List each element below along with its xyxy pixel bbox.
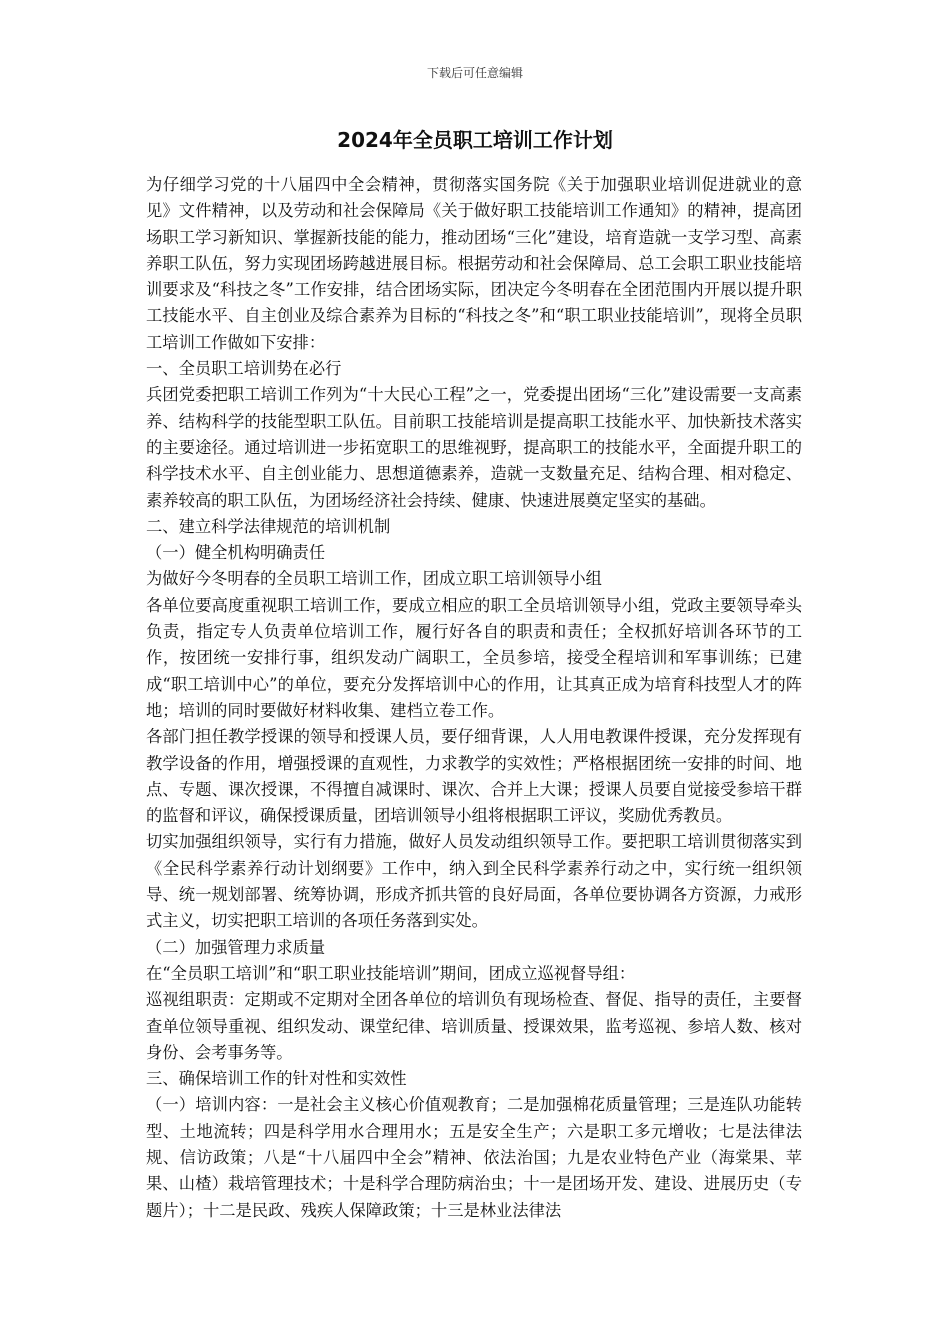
paragraph: 各单位要高度重视职工培训工作，要成立相应的职工全员培训领导小组，党政主要领导牵头负责，指定专人负责单位培训工作，履行好各自的职责和责任；全权抓好培训各环节的工作，按团统一安排行事，组织发动广阔职工，全员参培，接受全程培训和军事训练；已建成“职工培训中心”的单位，要充分发挥培训中心的作用，让其真正成为培育科技型人才的阵地；培训的同时要做好材料收集、建档立卷工作。 [146,595,802,720]
paragraph: 巡视组职责：定期或不定期对全团各单位的培训负有现场检查、督促、指导的责任，主要督查单位领导重视、组织发动、课堂纪律、培训质量、授课效果，监考巡视、参培人数、核对身份、会考事务等。 [146,990,802,1062]
paragraph: 为做好今冬明春的全员职工培训工作，团成立职工培训领导小组 [146,569,602,589]
paragraph: 切实加强组织领导，实行有力措施，做好人员发动组织领导工作。要把职工培训贯彻落实到《全民科学素养行动计划纲要》工作中，纳入到全民科学素养行动之中，实行统一组织领导、统一规划部署、统筹协调，形成齐抓共管的良好局面，各单位要协调各方资源，力戒形式主义，切实把职工培训的各项任务落到实处。 [146,832,802,931]
document-title: 2024年全员职工培训工作计划 [337,128,613,152]
section-heading-3: 三、确保培训工作的针对性和实效性 [146,1069,407,1089]
paragraph-intro: 为仔细学习党的十八届四中全会精神，贯彻落实国务院《关于加强职业培训促进就业的意见》文件精神，以及劳动和社会保障局《关于做好职工技能培训工作通知》的精神，提高团场职工学习新知识、掌握新技能的能力，推动团场“三化”建设，培育造就一支学习型、高素养职工队伍，努力实现团场跨越进展目标。根据劳动和社会保障局、总工会职工职业技能培训要求及“科技之冬”工作安排，结合团场实际，团决定今冬明春在全团范围内开展以提升职工技能水平、自主创业及综合素养为目标的“科技之冬”和“职工职业技能培训”，现将全员职工培训工作做如下安排： [146,175,802,352]
subsection-heading: （一）健全机构明确责任 [146,543,326,563]
subsection-heading: （二）加强管理力求质量 [146,937,326,957]
paragraph: 各部门担任教学授课的领导和授课人员，要仔细背课，人人用电教课件授课，充分发挥现有教学设备的作用，增强授课的直观性，力求教学的实效性；严格根据团统一安排的时间、地点、专题、课次授课，不得擅自减课时、课次、合并上大课；授课人员要自觉接受参培干群的监督和评议，确保授课质量，团培训领导小组将根据职工评议，奖励优秀教员。 [146,727,802,826]
section-heading-1: 一、全员职工培训势在必行 [146,359,342,379]
page-header-note: 下载后可任意编辑 [426,66,523,80]
paragraph: 在“全员职工培训”和“职工职业技能培训”期间，团成立巡视督导组： [146,963,636,983]
paragraph: 兵团党委把职工培训工作列为“十大民心工程”之一，党委提出团场“三化”建设需要一支高素养、结构科学的技能型职工队伍。目前职工技能培训是提高职工技能水平、加快新技术落实的主要途径。通过培训进一步拓宽职工的思维视野，提高职工的技能水平，全面提升职工的科学技术水平、自主创业能力、思想道德素养，造就一支数量充足、结构合理、相对稳定、素养较高的职工队伍，为团场经济社会持续、健康、快速进展奠定坚实的基础。 [146,385,802,510]
document-body [146,172,802,1224]
section-heading-2: 二、建立科学法律规范的培训机制 [146,516,391,536]
paragraph: （一）培训内容：一是社会主义核心价值观教育；二是加强棉花质量管理；三是连队功能转型、土地流转；四是科学用水合理用水；五是安全生产；六是职工多元增收；七是法律法规、信访政策；八是“十八届四中全会”精神、依法治国；九是农业特色产业（海棠果、苹果、山楂）栽培管理技术；十是科学合理防病治虫；十一是团场开发、建设、进展历史（专题片）；十二是民政、残疾人保障政策；十三是林业法律法 [146,1095,802,1220]
